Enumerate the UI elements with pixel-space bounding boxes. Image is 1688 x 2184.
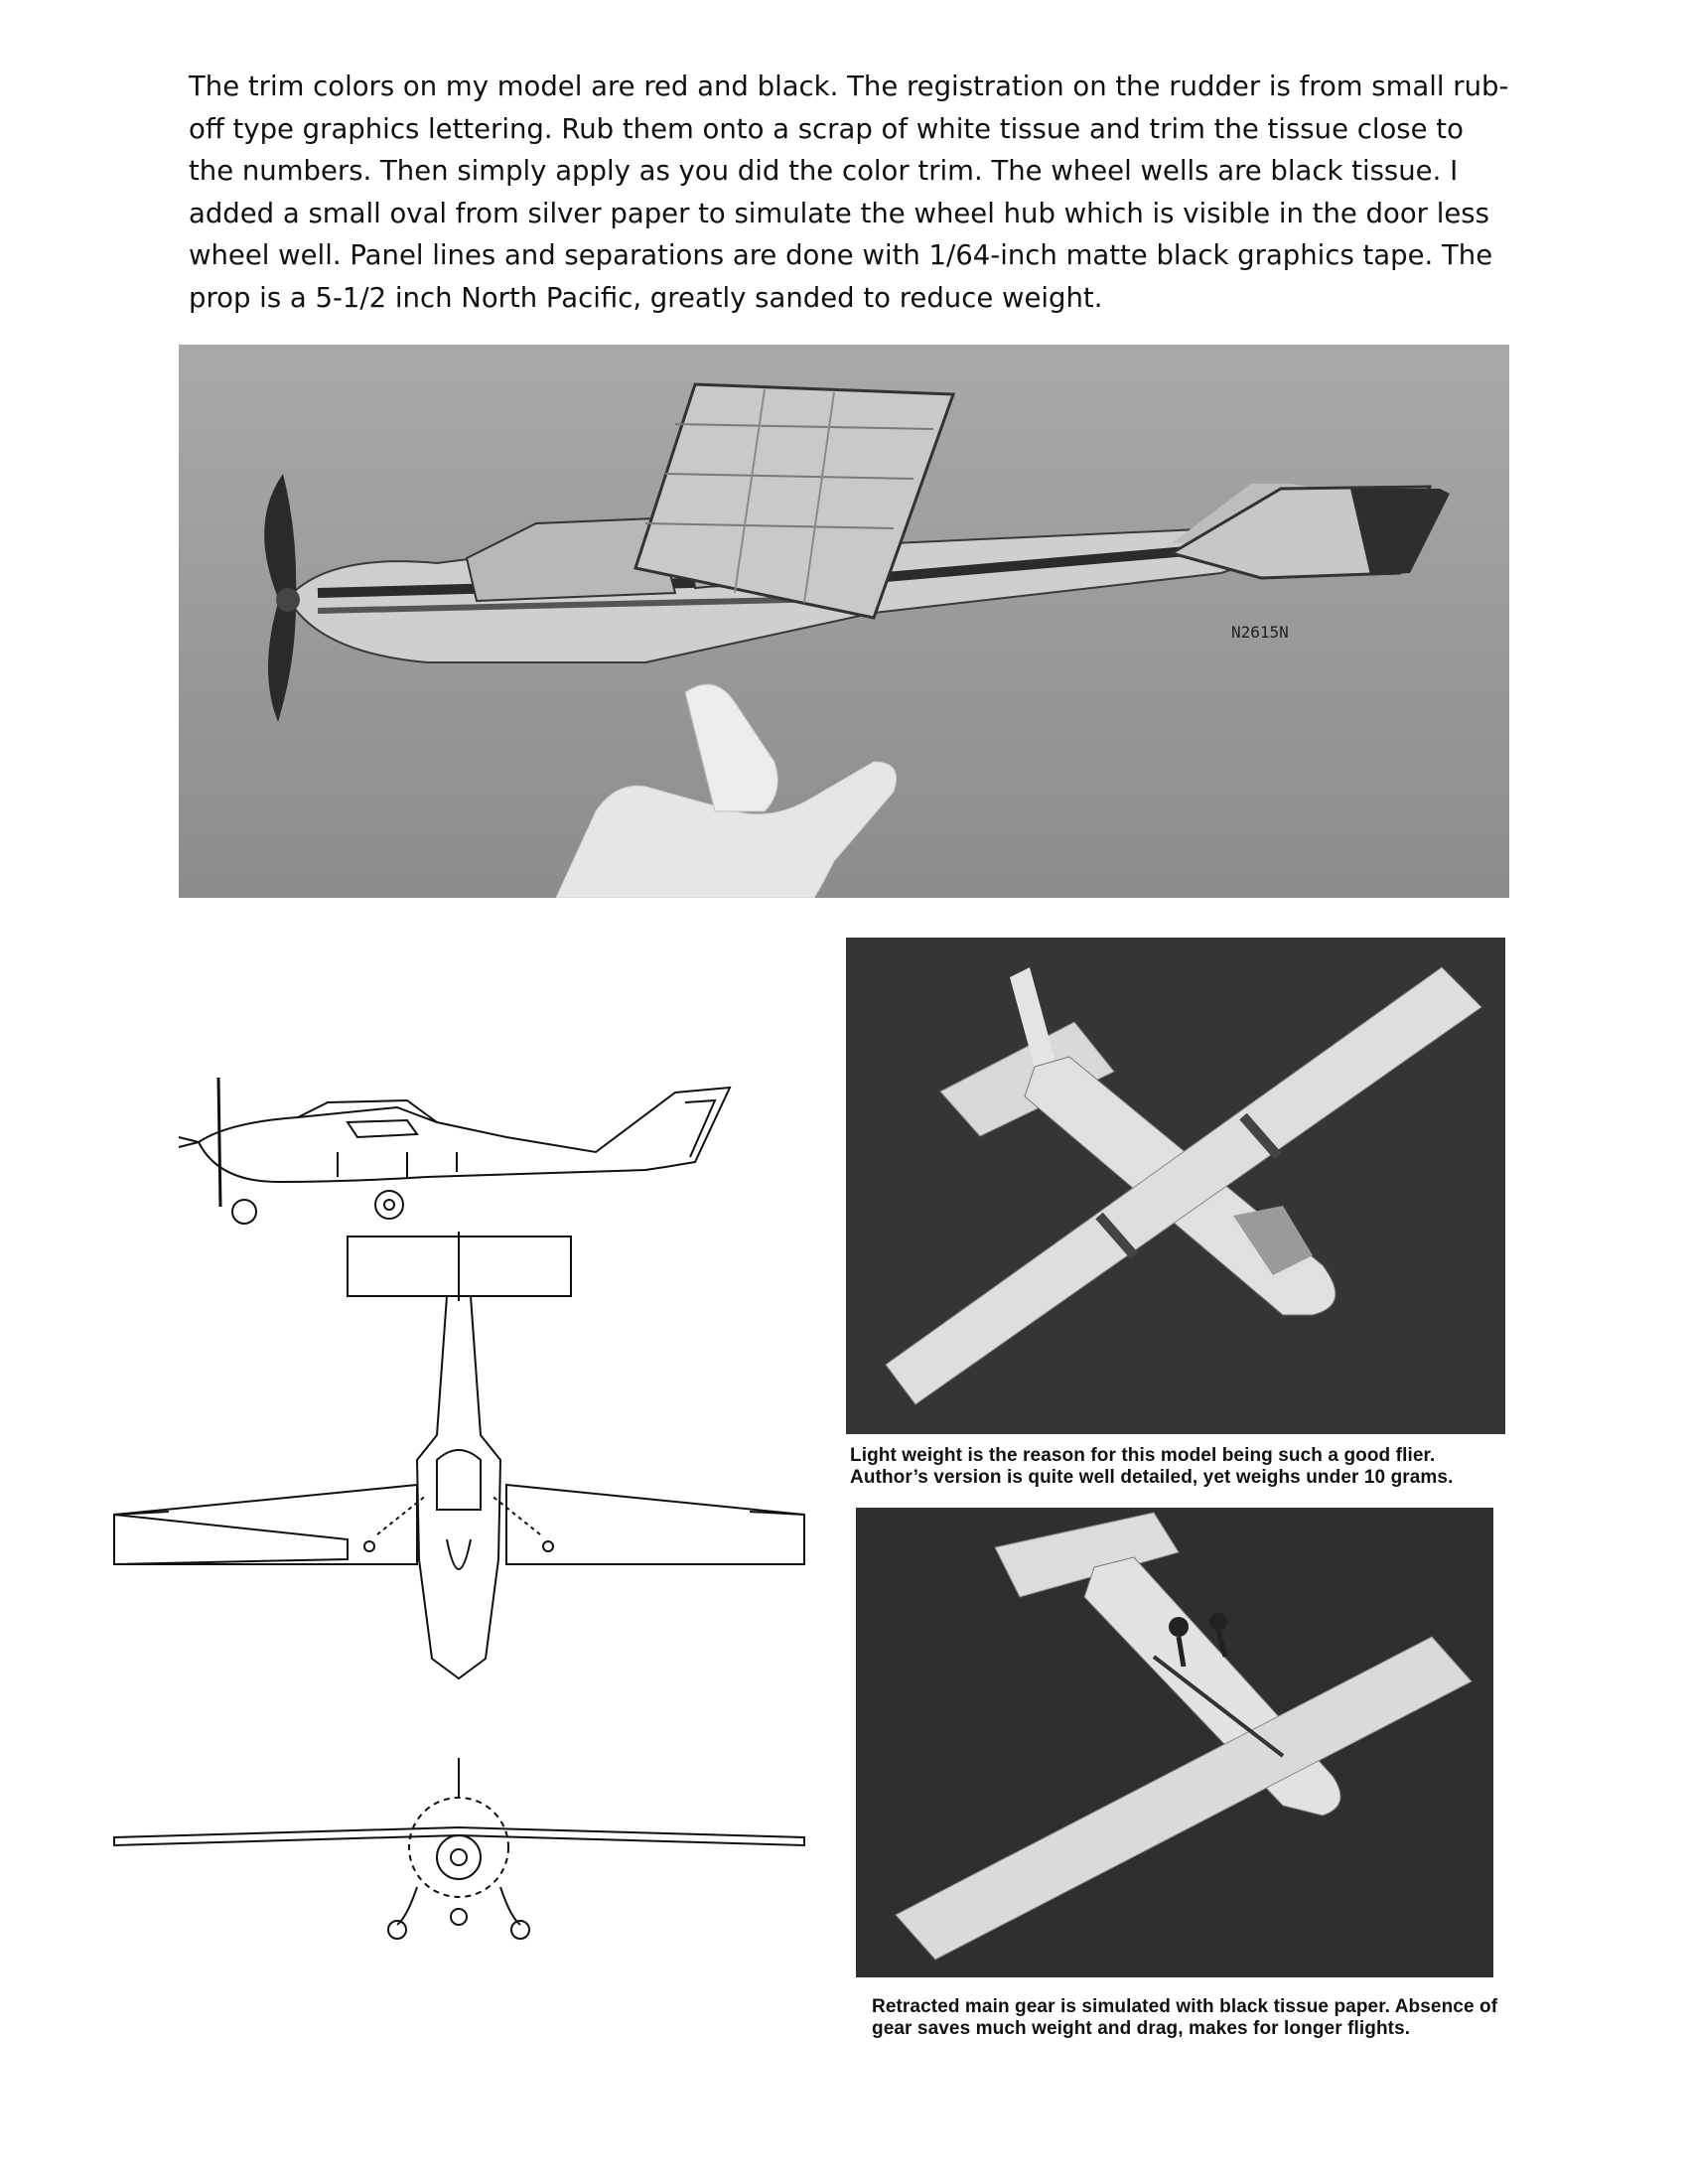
top-view-model-photo <box>846 938 1505 1434</box>
side-view <box>179 1078 730 1224</box>
retracted-gear-model-photo <box>856 1508 1493 1977</box>
caption-1-line-1: Light weight is the reason for this model being such a good flier. <box>850 1445 1436 1466</box>
top-view <box>114 1232 804 1678</box>
intro-paragraph: The trim colors on my model are red and black. The registration on the rudder is from small rub-off type graphics lettering. Rub them onto a scrap of white tissue and trim the tissue close to the numbers. Then simply apply as you did the color trim. The wheel wells are black tissue. I added a small oval from silver paper to simulate the wheel hub which is visible in the door less wheel well. Panel lines and separations are done with 1/64-inch matte black graphics tape. The prop is a 5-1/2 inch North Pacific, greatly sanded to reduce weight. <box>189 71 1509 314</box>
photo-caption-1 <box>850 1445 1453 1489</box>
caption-1-line-2: Author’s version is quite well detailed, yet weighs under 10 grams. <box>850 1467 1454 1488</box>
hand-held-model-photo <box>179 345 1509 898</box>
caption-2-line-2: gear saves much weight and drag, makes for longer flights. <box>872 2018 1411 2039</box>
caption-2-line-1: Retracted main gear is simulated with black tissue paper. Absence of <box>872 1996 1498 2017</box>
photo-caption-2 <box>872 1996 1497 2040</box>
front-view <box>114 1758 804 1939</box>
three-view-drawing <box>109 1043 814 1947</box>
tail-registration-text: N2615N <box>1231 623 1289 642</box>
